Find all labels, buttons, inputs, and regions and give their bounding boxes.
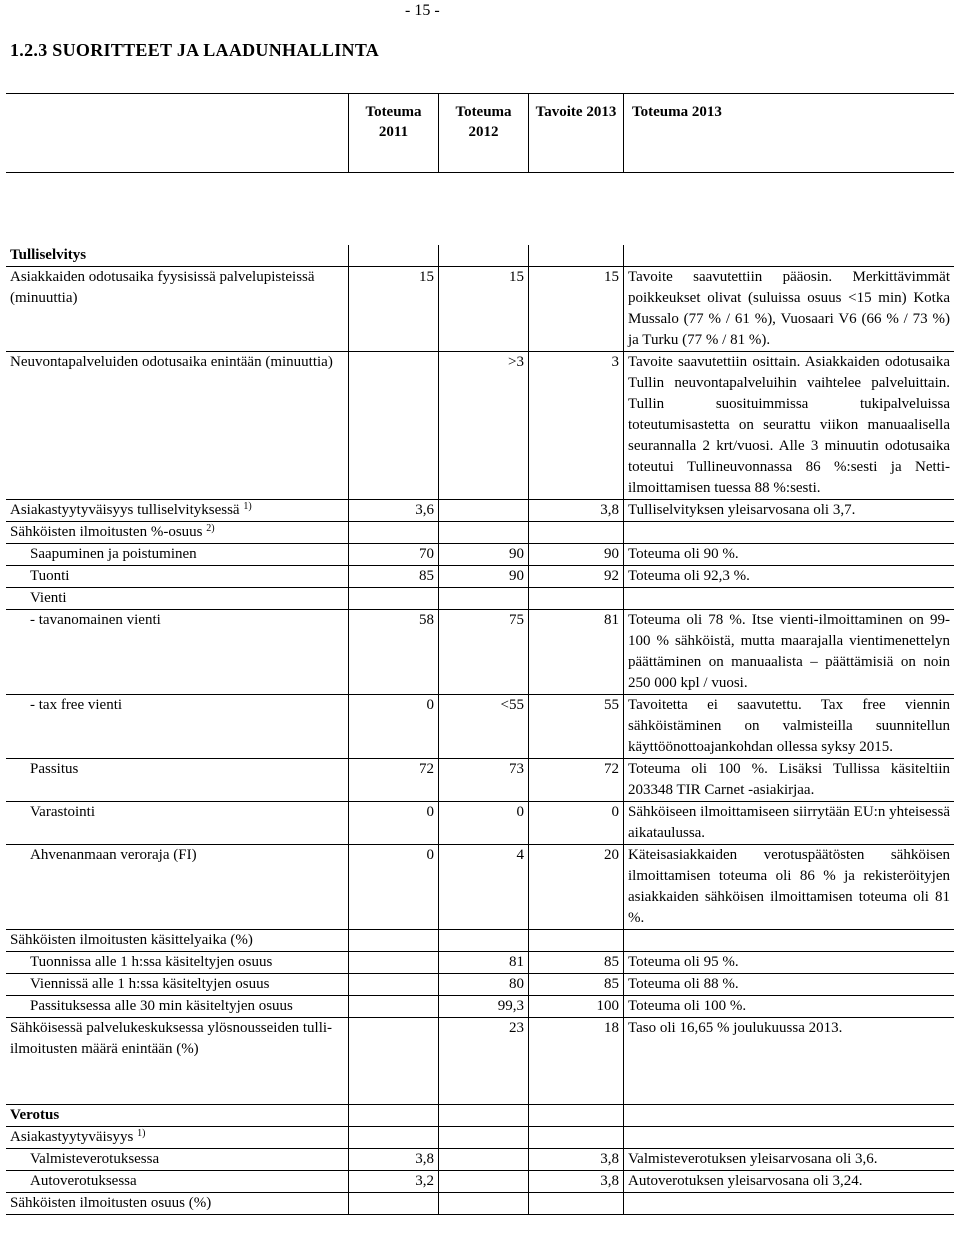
row-label <box>6 1018 348 1060</box>
table-header-row <box>6 93 954 173</box>
value-2012: 73 <box>438 759 528 801</box>
value-2012 <box>438 1149 528 1170</box>
table-row <box>6 995 954 1017</box>
value-2012: 90 <box>438 566 528 587</box>
row-label-text: Ahvenanmaan veroraja (FI) <box>30 847 197 863</box>
row-label <box>6 352 348 373</box>
row-label-text: Verotus <box>10 1107 60 1123</box>
row-label <box>6 802 348 823</box>
row-label-text: Asiakkaiden odotusaika fyysisissä palvelupisteissä (minuuttia) <box>10 269 315 306</box>
result-note: Toteuma oli 95 %. <box>623 952 954 973</box>
table-row <box>6 351 954 499</box>
result-note <box>623 930 954 951</box>
row-label-text: Asiakastyytyväisyys <box>10 1129 134 1145</box>
spacer-cell <box>623 1060 954 1104</box>
value-2011 <box>348 1018 438 1060</box>
value-2012: 4 <box>438 845 528 929</box>
value-2011 <box>348 1105 438 1126</box>
result-note: Tavoitetta ei saavutettu. Tax free viennin sähköistäminen on valmisteilla suunnitellun käyttöönottoajankohdan ollessa syksy 2015. <box>623 695 954 758</box>
target-2013: 81 <box>528 610 623 694</box>
row-label-text: Sähköisessä palvelukeskuksessa ylösnousseiden tulli-ilmoitusten määrä enintään (%) <box>10 1020 333 1057</box>
value-2011: 0 <box>348 845 438 929</box>
value-2011 <box>348 245 438 266</box>
result-note <box>623 1127 954 1148</box>
result-note: Toteuma oli 100 %. Lisäksi Tullissa käsiteltiin 203348 TIR Carnet -asiakirjaa. <box>623 759 954 801</box>
result-note: Sähköiseen ilmoittamiseen siirrytään EU:n yhteisessä aikataulussa. <box>623 802 954 844</box>
target-2013: 100 <box>528 996 623 1017</box>
section-heading: 1.2.3 SUORITTEET JA LAADUNHALLINTA <box>10 40 380 60</box>
target-2013 <box>528 1193 623 1214</box>
target-2013: 85 <box>528 974 623 995</box>
row-label <box>6 610 348 631</box>
target-2013: 20 <box>528 845 623 929</box>
row-label-text: Viennissä alle 1 h:ssa käsiteltyjen osuus <box>30 976 270 992</box>
result-note: Tavoite saavutettiin pääosin. Merkittävimmät poikkeukset olivat (suluissa osuus <15 min) Kotka Mussalo (77 % / 61 %), Vuosaari V6 (66 % / 73 %) ja Turku (77 % / 81 %). <box>623 267 954 351</box>
header-toteuma-2012: Toteuma 2012 <box>438 94 528 172</box>
table-row <box>6 587 954 609</box>
table-row <box>6 565 954 587</box>
row-label-text: Sähköisten ilmoitusten käsittelyaika (%) <box>10 932 253 948</box>
row-label <box>6 845 348 866</box>
target-2013: 3,8 <box>528 1149 623 1170</box>
table-row <box>6 1017 954 1060</box>
row-label-text: - tavanomainen vienti <box>30 612 161 628</box>
row-label-text: - tax free vienti <box>30 697 123 713</box>
table-row <box>6 844 954 929</box>
target-2013 <box>528 1127 623 1148</box>
value-2011: 3,6 <box>348 500 438 521</box>
table-row <box>6 266 954 351</box>
spacer-cell <box>528 1060 623 1104</box>
result-note: Toteuma oli 90 %. <box>623 544 954 565</box>
row-label <box>6 500 348 521</box>
target-2013: 15 <box>528 267 623 351</box>
row-label-text: Passitus <box>30 761 79 777</box>
table-row <box>6 173 954 266</box>
table-row <box>6 543 954 565</box>
performance-table <box>6 93 954 1215</box>
header-tavoite-2013: Tavoite 2013 <box>528 94 623 172</box>
row-label-text: Sähköisten ilmoitusten %-osuus <box>10 524 203 540</box>
result-note: Tavoite saavutettiin osittain. Asiakkaiden odotusaika Tullin neuvontapalveluihin vaihtelee palveluittain. Tullin suosituimmissa tukipalveluissa toteutumisastetta on seurattu viikon manuaalisella seurannalla 2 krt/vuosi. Alle 3 minuutin odotusaika toteutui Tullineuvonnassa 86 %:sesti ja Netti-ilmoittamisen tuessa 88 %:sesti. <box>623 352 954 499</box>
row-label <box>6 245 348 266</box>
value-2012: 75 <box>438 610 528 694</box>
result-note: Toteuma oli 78 %. Itse vienti-ilmoittaminen on 99-100 % sähköistä, mutta maarajalla vientimenettelyn päättäminen on manuaalista – päättämisiä on noin 250 000 kpl / vuosi. <box>623 610 954 694</box>
target-2013 <box>528 1105 623 1126</box>
target-2013 <box>528 522 623 543</box>
value-2011 <box>348 522 438 543</box>
target-2013: 90 <box>528 544 623 565</box>
value-2011: 15 <box>348 267 438 351</box>
row-label <box>6 1127 348 1148</box>
table-row <box>6 1148 954 1170</box>
row-label-text: Tulliselvitys <box>10 247 87 263</box>
value-2011: 0 <box>348 802 438 844</box>
target-2013: 72 <box>528 759 623 801</box>
value-2012: 99,3 <box>438 996 528 1017</box>
value-2012: 23 <box>438 1018 528 1060</box>
table-row <box>6 499 954 521</box>
table-body <box>6 173 954 1215</box>
target-2013 <box>528 245 623 266</box>
row-label <box>6 695 348 716</box>
table-row <box>6 951 954 973</box>
value-2011 <box>348 952 438 973</box>
value-2011 <box>348 352 438 499</box>
result-note <box>623 1105 954 1126</box>
result-note: Taso oli 16,65 % joulukuussa 2013. <box>623 1018 954 1060</box>
row-label <box>6 588 348 609</box>
target-2013 <box>528 588 623 609</box>
row-label-text: Vienti <box>30 590 67 606</box>
target-2013: 3 <box>528 352 623 499</box>
value-2012 <box>438 930 528 951</box>
value-2012 <box>438 1193 528 1214</box>
table-spacer-row <box>6 1060 954 1104</box>
value-2011 <box>348 996 438 1017</box>
row-label-text: Passituksessa alle 30 min käsiteltyjen osuus <box>30 998 293 1014</box>
table-row <box>6 521 954 543</box>
result-note <box>623 1193 954 1214</box>
row-label-text: Autoverotuksessa <box>30 1173 137 1189</box>
value-2012: 90 <box>438 544 528 565</box>
footnote-marker: 1) <box>243 501 252 512</box>
value-2011: 72 <box>348 759 438 801</box>
row-label-text: Valmisteverotuksessa <box>30 1151 160 1167</box>
row-label-text: Tuonti <box>30 568 70 584</box>
table-row <box>6 609 954 694</box>
row-label <box>6 544 348 565</box>
row-label <box>6 1171 348 1192</box>
header-label-col <box>6 94 348 172</box>
value-2012: 81 <box>438 952 528 973</box>
target-2013 <box>528 930 623 951</box>
row-label-text: Tuonnissa alle 1 h:ssa käsiteltyjen osuus <box>30 954 273 970</box>
row-label <box>6 759 348 780</box>
value-2012 <box>438 1171 528 1192</box>
target-2013: 0 <box>528 802 623 844</box>
result-note: Toteuma oli 88 %. <box>623 974 954 995</box>
page-number: - 15 - <box>405 2 440 19</box>
table-row <box>6 973 954 995</box>
table-row <box>6 1126 954 1148</box>
value-2012 <box>438 500 528 521</box>
result-note: Toteuma oli 100 %. <box>623 996 954 1017</box>
result-note <box>623 522 954 543</box>
value-2011 <box>348 930 438 951</box>
row-label-text: Sähköisten ilmoitusten osuus (%) <box>10 1195 212 1211</box>
value-2012 <box>438 588 528 609</box>
spacer-cell <box>6 1060 348 1104</box>
value-2012 <box>438 1105 528 1126</box>
value-2012: >3 <box>438 352 528 499</box>
row-label <box>6 522 348 543</box>
value-2011: 58 <box>348 610 438 694</box>
table-row <box>6 929 954 951</box>
row-label <box>6 566 348 587</box>
result-note: Tulliselvityksen yleisarvosana oli 3,7. <box>623 500 954 521</box>
value-2011 <box>348 974 438 995</box>
target-2013: 92 <box>528 566 623 587</box>
value-2011: 0 <box>348 695 438 758</box>
row-label <box>6 952 348 973</box>
row-label <box>6 930 348 951</box>
target-2013: 18 <box>528 1018 623 1060</box>
table-row <box>6 1192 954 1215</box>
value-2011 <box>348 1193 438 1214</box>
value-2012: 15 <box>438 267 528 351</box>
footnote-marker: 1) <box>137 1128 146 1139</box>
value-2012: 0 <box>438 802 528 844</box>
result-note: Toteuma oli 92,3 %. <box>623 566 954 587</box>
target-2013: 3,8 <box>528 500 623 521</box>
table-row <box>6 694 954 758</box>
row-label <box>6 974 348 995</box>
footnote-marker: 2) <box>206 523 215 534</box>
row-label-text: Neuvontapalveluiden odotusaika enintään (minuuttia) <box>10 354 333 370</box>
value-2011: 3,8 <box>348 1149 438 1170</box>
row-label-text: Varastointi <box>30 804 95 820</box>
row-label <box>6 267 348 309</box>
value-2012: 80 <box>438 974 528 995</box>
row-label <box>6 1149 348 1170</box>
value-2012: <55 <box>438 695 528 758</box>
row-label-text: Asiakastyytyväisyys tulliselvityksessä <box>10 502 240 518</box>
header-toteuma-2011: Toteuma 2011 <box>348 94 438 172</box>
value-2012 <box>438 245 528 266</box>
target-2013: 85 <box>528 952 623 973</box>
result-note <box>623 588 954 609</box>
header-toteuma-2013: Toteuma 2013 <box>623 94 954 172</box>
result-note: Autoverotuksen yleisarvosana oli 3,24. <box>623 1171 954 1192</box>
row-label <box>6 1105 348 1126</box>
table-row <box>6 1170 954 1192</box>
target-2013: 55 <box>528 695 623 758</box>
spacer-cell <box>438 1060 528 1104</box>
value-2012 <box>438 1127 528 1148</box>
spacer-cell <box>348 1060 438 1104</box>
result-note <box>623 245 954 266</box>
table-row <box>6 758 954 801</box>
row-label <box>6 1193 348 1214</box>
table-row <box>6 801 954 844</box>
table-row <box>6 1104 954 1126</box>
result-note: Käteisasiakkaiden verotuspäätösten sähköisen ilmoittamisen toteuma oli 86 % ja rekisteröityjen asiakkaiden sähköisen ilmoittamisen toteuma oli 81 %. <box>623 845 954 929</box>
row-label <box>6 996 348 1017</box>
value-2011 <box>348 588 438 609</box>
value-2011 <box>348 1127 438 1148</box>
value-2011: 85 <box>348 566 438 587</box>
target-2013: 3,8 <box>528 1171 623 1192</box>
value-2011: 3,2 <box>348 1171 438 1192</box>
row-label-text: Saapuminen ja poistuminen <box>30 546 197 562</box>
value-2012 <box>438 522 528 543</box>
value-2011: 70 <box>348 544 438 565</box>
result-note: Valmisteverotuksen yleisarvosana oli 3,6. <box>623 1149 954 1170</box>
